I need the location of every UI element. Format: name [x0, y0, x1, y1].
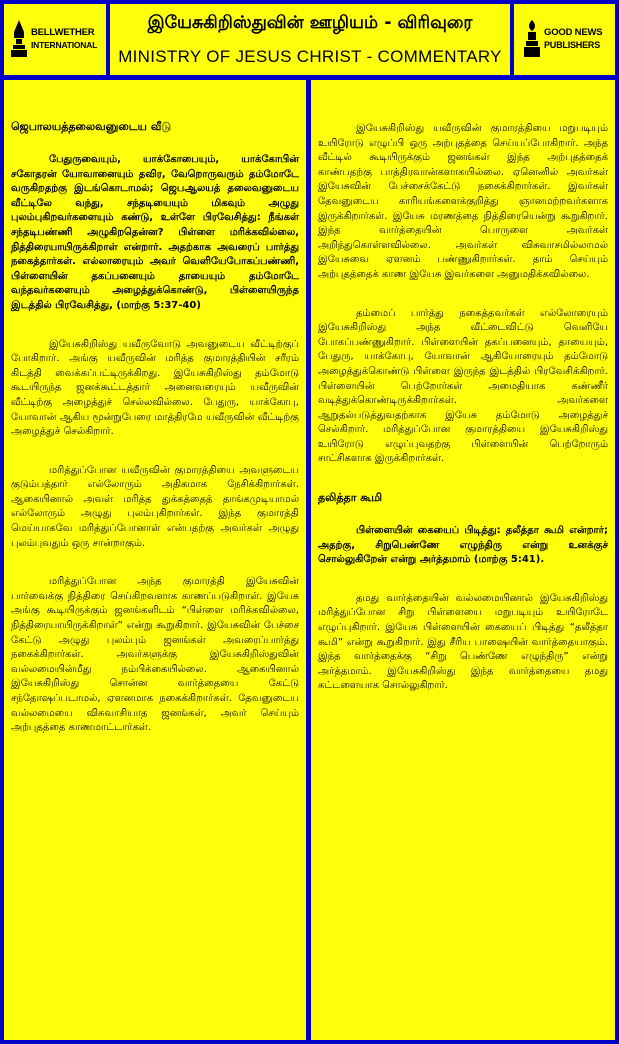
lamp-tower-icon — [523, 20, 541, 58]
logo-line-2: PUBLISHERS — [544, 40, 601, 50]
good-news-logo — [523, 20, 602, 58]
left-column — [4, 80, 306, 1040]
header-right-logo-box — [514, 4, 615, 75]
logo-line-1: GOOD NEWS — [544, 27, 603, 38]
header-left-logo-box — [4, 4, 106, 75]
scripture-quote: பேதுருவையும், யாக்கோபையும், யாக்கோபின் சகோதரன் யோவானையும் தவிர, வேறொருவரும் தம்மோடே வருகிறதற்கு இடங்கொடாமல்; ஜெபஆலயத் தலைவனுடைய வீட்டிலே வந்து, சந்தடியையும் மிகவும் அழுது புலம்புகிறவர்களையும் கண்டு, உள்ளே பிரவேசித்து: நீங்கள் சந்தடிபண்ணி அழுகிறதென்ன? பிள்ளை மரிக்கவில்லை, நித்திரையாயிருக்கிறாள் என்றார். அதற்காக அவரைப் பார்த்து நகைத்தார்கள். எல்லாரையும் அவர் வெளியேபோகப்பண்ணி, பிள்ளையின் தகப்பனையும் தாயையும் தம்மோடே வந்தவர்களையும் அழைத்துக்கொண்டு, பிள்ளையிருந்த இடத்தில் பிரவேசித்து, (மாற்கு 5:37-40) — [11, 154, 299, 311]
paragraph: இயேசுகிறிஸ்து யவீருவோடு அவனுடைய வீட்டிற்குப் போகிறார். அங்கு யவீருவின் மரித்த குமாரத்தியின் சரீரம் கிடத்தி வைக்கப்பட்டிருக்கிறது. இயேசுகிறிஸ்து தம்மோடு கூடயிருந்த ஜனக்கூட்டத்தார் அனைவரையும் யவீருவின் வீட்டிற்கு அழைத்துச் செல்லவில்லை. பேதுரு, யாக்கோபு, யோவான் ஆகிய மூன்றுபேரை மாத்திரமே யவீருவின் வீட்டிற்கு அழைத்துச் செல்கிறார். — [11, 338, 299, 438]
paragraph: தமது வார்த்தையின் வல்லமையினால் இயேசுகிறிஸ்து மரித்துப்போன சிறு பிள்ளையை மறுபடியும் உயிரோடே எழுப்புகிறார். இயேசு பிள்ளையின் கையைப் பிடித்து “தலீத்தா கூமி” என்று கூறுகிறார். இது சீரிய பாஷையின் வார்த்தையாகும். இந்த வார்த்தைக்கு “சிறு பெண்ணே எழுந்திரு” என்று அர்த்தமாம். இயேசுகிறிஸ்து இந்த வார்த்தையை தமது கட்டளையாக சொல்லுகிறார். — [318, 592, 608, 692]
bell-tower-icon — [10, 20, 28, 58]
bellwether-logo — [10, 20, 97, 58]
section-heading: ஜெபாலயத்தலைவனுடைய வீடு — [11, 120, 172, 133]
right-column — [311, 80, 615, 1040]
title-english: MINISTRY OF JESUS CHRIST - COMMENTARY — [118, 47, 502, 66]
paragraph: இயேசுகிறிஸ்து யவீருவின் குமாரத்தியை மறுபடியும் உயிரோடு எழுப்பி ஒரு அற்புதத்தை செய்யப்போகிறார். அந்த வீட்டில் கூடியிருக்கும் ஜனங்கள் இந்த அற்புதத்தைக் காண்பதற்கு பாத்திரவான்களாகயில்லை. ஏனெனில் அவர்கள் இயேசுவின் பேச்சைக்கேட்டு நகைக்கிறார்கள். இவர்கள் தேவனுடைய காரியங்களைக்குறித்து ஞானமற்றவர்களாக இருக்கிறார்கள். இயேசு மரணத்தை நித்திரையென்று கூறுகிறார். இந்த வார்த்தையின் பொருளை அவர்கள் அறிந்துகொள்ளவில்லை. அவர்கள் விசுவாசமில்லாமல் இயேசுவை ஏளனம் பண்ணுகிறார்கள். தாம் செய்யும் அற்புதத்தைக் காண இயேசு இவர்களை அனுமதிக்கவில்லை. — [318, 123, 608, 280]
paragraph: மரித்துப்போன அந்த குமாரத்தி இயேசுவின் பார்வைக்கு நித்திரை செய்கிறவளாக காணப்படுகிறாள். இயேசு அங்கு கூடியிருக்கும் ஜனங்களிடம் “பிள்ளை மரிக்கவில்லை, நித்திரையாயிருக்கிறாள்” என்று கூறுகிறார். இயேசுவின் பேச்சை கேட்டு அழுது புலம்பும் ஜனங்கள் அவரைப்பார்த்து நகைக்கிறார்கள். அவர்களுக்கு இயேசுகிறிஸ்துவின் வல்லமையின்மீது நம்பிக்கையில்லை. ஆகையினால் இயேசுகிறிஸ்து சொன்ன வார்த்தையை கேட்டு சந்தோஷப்படாமல், ஏளனமாக நகைக்கிறார்கள். தேவனுடைய வல்லமையை விசுவாசியாத ஜனங்கள், அவர் செய்யும் அற்புதத்தை காணமாட்டார்கள். — [11, 576, 299, 734]
scripture-quote: பிள்ளையின் கையைப் பிடித்து: தலீத்தா கூமி என்றார்; அதற்கு, சிறுபெண்ணே எழுந்திரு என்று உனக்குச் சொல்லுகிறேன் என்று அர்த்தமாம் (மாற்கு 5:41). — [318, 525, 608, 566]
logo-line-1: BELLWETHER — [31, 27, 95, 38]
paragraph: மரித்துப்போன யவீருவின் குமாரத்தியை அவளுடைய குடும்பத்தார் எல்லோரும் அதிகமாக நேசிக்கிறார்கள். ஆகையினால் அவள் மரித்த துக்கத்தைத் தாங்கமுடியாமல் எல்லோரும் அழுது புலம்புகிறார்கள். இந்த குமாரத்தி மெய்யாகவே மரித்துப்போனாள் என்பதற்கு அவர்கள் அழுது புலம்புவதும் ஒரு சான்றாகும். — [11, 464, 299, 549]
title-tamil: இயேசுகிறிஸ்துவின் ஊழியம் - விரிவுரை — [147, 13, 473, 33]
paragraph: தம்மைப் பார்த்து நகைத்தவர்கள் எல்லோரையும் இயேசுகிறிஸ்து அந்த வீட்டைவிட்டு வெளியே போகப்பண்ணுகிறார். பிள்ளையின் தகப்பனையும், தாயையும், பேதுரு, யாக்கோபு, யோவான் ஆகியோரையும் தம்மோடு அழைத்துக்கொண்டு பிள்ளை இருந்த இடத்தில் பிரவேசிக்கிறார். பிள்ளையின் பெற்றோர்கள் அமைதியாக கண்ணீர் வடித்துக்கொண்டிருக்கிறார்கள். அவர்களை ஆறுதல்படுத்துவதற்காக இயேசு தம்மோடு அழைத்துச் செல்கிறார். மரித்துப்போன குமாரத்தியை இயேசுகிறிஸ்து உயிரோடு எழுப்புவதற்கு பிள்ளையின் பெற்றோரும் சாட்சிகளாக இருக்கிறார்கள். — [318, 307, 608, 465]
section-heading: தலித்தா கூமி — [318, 491, 383, 505]
logo-line-2: INTERNATIONAL — [31, 40, 98, 50]
header-title-box — [110, 4, 510, 75]
